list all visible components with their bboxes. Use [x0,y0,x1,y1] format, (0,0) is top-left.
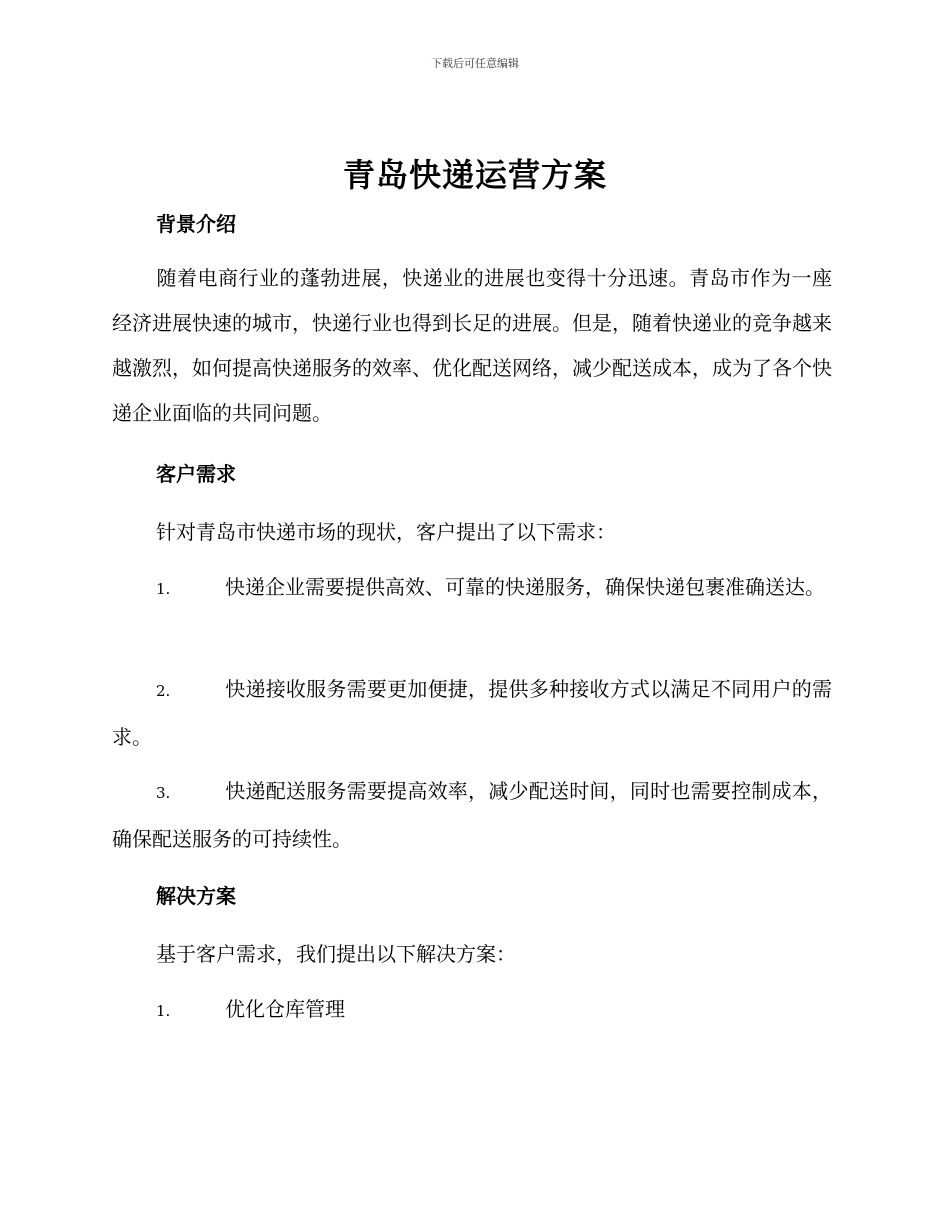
document-title: 青岛快递运营方案 [342,156,607,194]
needs-list-item-1 [112,564,832,612]
section-heading-solution: 解决方案 [156,884,236,908]
list-number: 3. [156,784,171,802]
list-number: 1. [156,580,171,598]
list-item-text: 快递企业需要提供高效、可靠的快递服务，确保快递包裹准确送达。 [225,575,825,599]
solution-list-item-1 [112,986,832,1034]
section-heading-needs: 客户需求 [156,462,236,486]
list-item-text: 快递配送服务需要提高效率，减少配送时间，同时也需要控制成本，确保配送服务的可持续性。 [112,779,832,851]
list-number: 1. [156,1002,171,1020]
needs-intro: 针对青岛市快递市场的现状，客户提出了以下需求： [156,520,616,544]
solution-intro: 基于客户需求，我们提出以下解决方案： [156,942,516,966]
needs-list-item-3 [112,768,832,862]
list-item-text: 快递接收服务需要更加便捷，提供多种接收方式以满足不同用户的需求。 [112,677,832,749]
section-heading-background: 背景介绍 [156,212,236,236]
needs-list-item-2 [112,666,832,760]
background-paragraph [112,256,832,436]
background-paragraph-text: 随着电商行业的蓬勃进展，快递业的进展也变得十分迅速。青岛市作为一座经济进展快速的城市，快递行业也得到长足的进展。但是，随着快递业的竞争越来越激烈，如何提高快递服务的效率、优化配送网络，减少配送成本，成为了各个快递企业面临的共同问题。 [112,266,832,425]
list-number: 2. [156,682,171,700]
header-note: 下载后可任意编辑 [431,57,519,70]
list-item-text: 优化仓库管理 [225,997,345,1021]
